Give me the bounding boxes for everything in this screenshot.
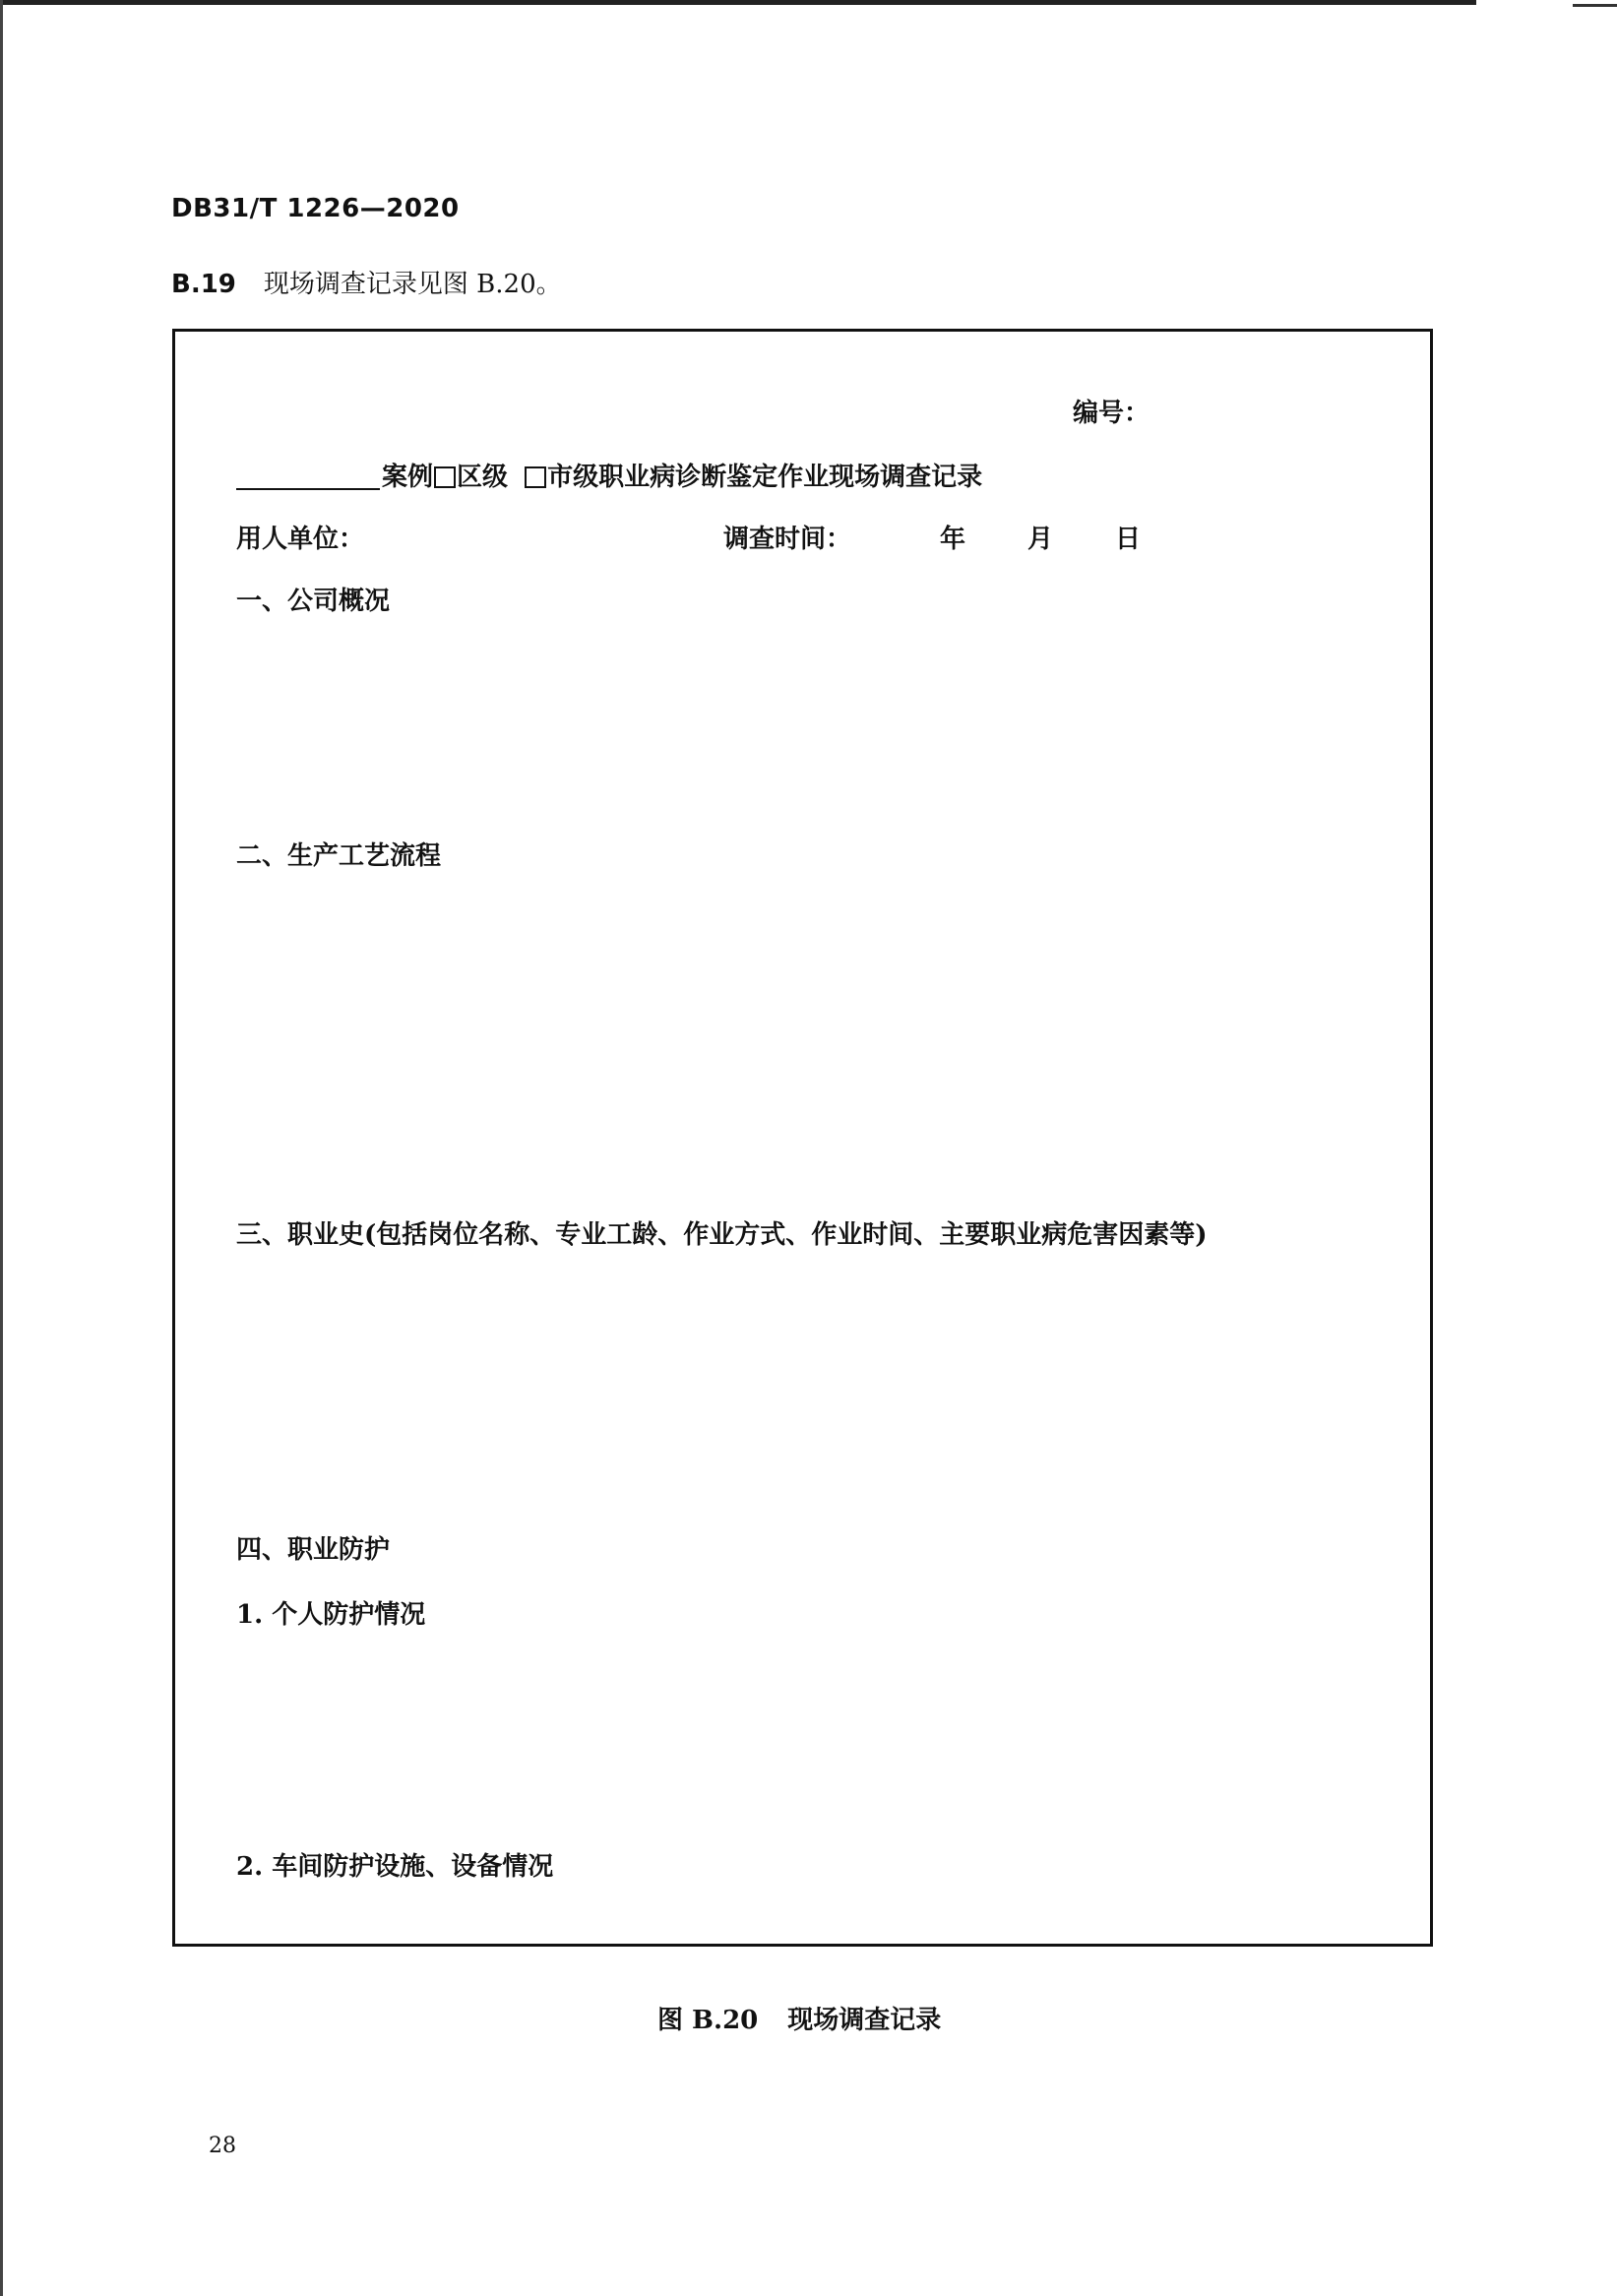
employer-label: 用人单位： (236, 525, 365, 554)
section-occupational-history: 三、职业史(包括岗位名称、专业工龄、作业方式、作业时间、主要职业病危害因素等) (236, 1220, 1208, 1250)
city-level-checkbox[interactable] (525, 466, 546, 488)
survey-time-label: 调查时间： (723, 525, 852, 554)
document-code: DB31/T 1226—2020 (171, 194, 460, 223)
survey-record-form (172, 329, 1433, 1947)
serial-number-label: 编号： (1073, 399, 1151, 428)
figure-caption-text: 现场调查记录 (787, 2006, 942, 2035)
section-company-overview: 一、公司概况 (236, 587, 391, 616)
city-level-label: 市级职业病诊断鉴定作业现场调查记录 (547, 463, 983, 492)
section-occupational-protection: 四、职业防护 (236, 1535, 391, 1565)
scan-edge-left (0, 0, 3, 2296)
district-level-checkbox[interactable] (434, 466, 456, 488)
day-label: 日 (1115, 525, 1142, 554)
case-label: 案例 (382, 463, 434, 492)
figure-number: 图 B.20 (657, 2006, 759, 2035)
case-blank-line[interactable] (236, 463, 380, 490)
page-number: 28 (209, 2134, 236, 2158)
year-label: 年 (940, 525, 966, 554)
month-label: 月 (1027, 525, 1054, 554)
figure-caption (657, 2008, 941, 2033)
section-production-process: 二、生产工艺流程 (236, 841, 442, 871)
subsection-personal-protection: 1. 个人防护情况 (236, 1600, 426, 1630)
scan-edge-top-right (1573, 4, 1617, 7)
subsection-workshop-facilities: 2. 车间防护设施、设备情况 (236, 1852, 554, 1882)
clause-text: 现场调查记录见图 B.20。 (263, 270, 562, 299)
district-level-label: 区级 (457, 463, 509, 492)
clause-line (171, 272, 562, 297)
form-title (236, 463, 982, 490)
clause-number: B.19 (171, 270, 236, 299)
scan-edge-top (0, 0, 1476, 5)
